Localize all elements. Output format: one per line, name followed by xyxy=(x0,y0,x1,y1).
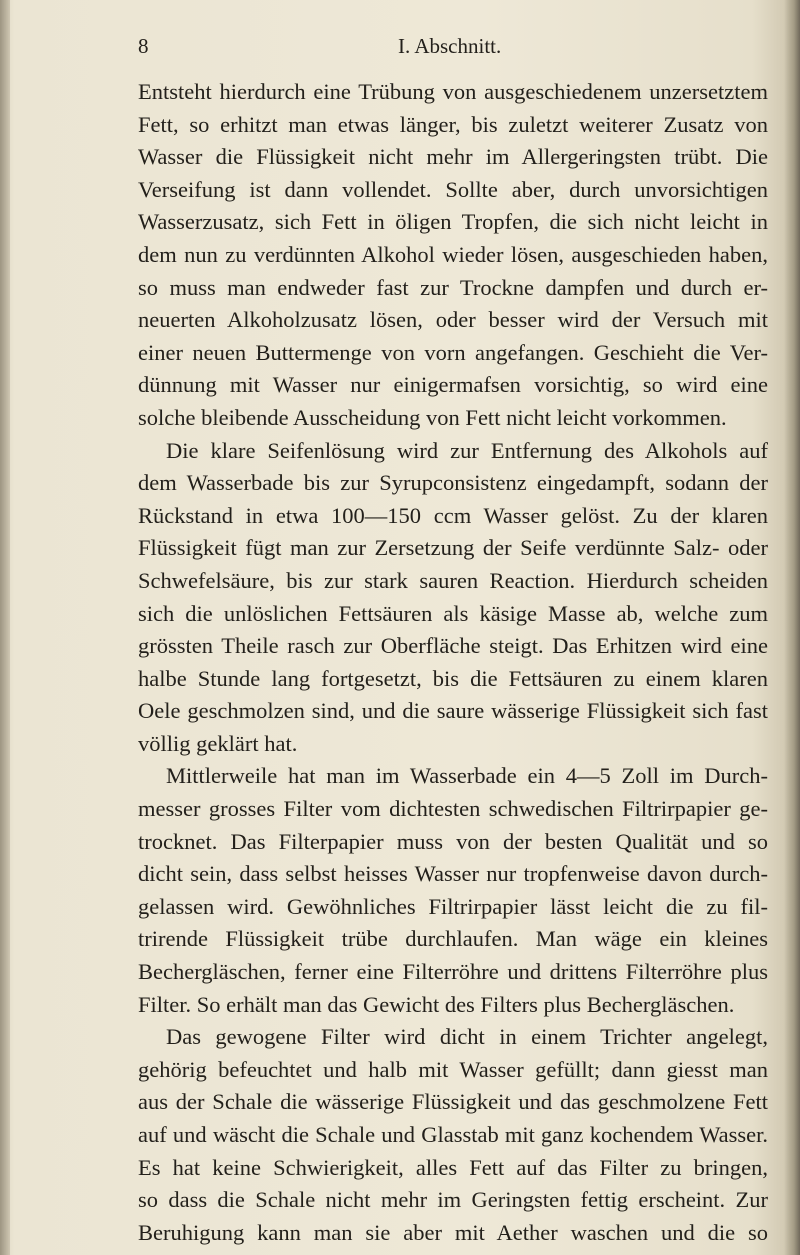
text-line: einer neuen Buttermenge von vorn angefangen. Geschieht die Ver- xyxy=(138,339,768,365)
text-line: Es hat keine Schwierigkeit, alles Fett auf das Filter zu bringen, xyxy=(138,1154,768,1180)
text-line: so dass die Schale nicht mehr im Geringsten fettig erscheint. Zur xyxy=(138,1187,768,1213)
section-title: I. Abschnitt. xyxy=(398,34,502,58)
page-number: 8 xyxy=(138,34,149,58)
text-line: Entsteht hierdurch eine Trübung von ausgeschiedenem unzersetztem xyxy=(138,79,768,104)
text-line: Verseifung ist dann vollendet. Sollte aber, durch unvorsichtigen xyxy=(138,176,768,202)
text-line: völlig geklärt hat. xyxy=(138,730,298,756)
text-line: trirende Flüssigkeit trübe durchlaufen. Man wäge ein kleines xyxy=(138,926,768,952)
text-line: Wasser die Flüssigkeit nicht mehr im Allergeringsten trübt. Die xyxy=(138,144,768,170)
text-line: Beruhigung kann man sie aber mit Aether waschen und die so xyxy=(138,1219,768,1245)
text-line: Fett, so erhitzt man etwas länger, bis zuletzt weiterer Zusatz von xyxy=(138,111,768,137)
text-line: auf und wäscht die Schale und Glasstab mit ganz kochendem Wasser. xyxy=(138,1122,768,1147)
text-line: grössten Theile rasch zur Oberfläche steigt. Das Erhitzen wird eine xyxy=(138,633,768,659)
running-header xyxy=(138,34,768,66)
text-line: dicht sein, dass selbst heisses Wasser nur tropfenweise davon durch- xyxy=(138,861,768,887)
text-line: halbe Stunde lang fortgesetzt, bis die Fettsäuren zu einem klaren xyxy=(138,665,768,691)
text-line: Filter. So erhält man das Gewicht des Filters plus Bechergläschen. xyxy=(138,991,735,1017)
text-line: sich die unlöslichen Fettsäuren als käsige Masse ab, welche zum xyxy=(138,600,768,626)
text-line: Bechergläschen, ferner eine Filterröhre und drittens Filterröhre plus xyxy=(138,959,768,985)
text-line: Das gewogene Filter wird dicht in einem Trichter angelegt, xyxy=(166,1024,768,1050)
text-line: Schwefelsäure, bis zur stark sauren Reaction. Hierdurch scheiden xyxy=(138,567,768,593)
text-line: Mittlerweile hat man im Wasserbade ein 4—5 Zoll im Durch- xyxy=(166,763,768,789)
text-line: gelassen wird. Gewöhnliches Filtrirpapier lässt leicht die zu fil- xyxy=(138,893,768,919)
text-line: Rückstand in etwa 100—150 ccm Wasser gelöst. Zu der klaren xyxy=(138,502,768,528)
text-line: trocknet. Das Filterpapier muss von der besten Qualität und so xyxy=(138,828,768,854)
text-line: Oele geschmolzen sind, und die saure wässerige Flüssigkeit sich fast xyxy=(138,698,768,724)
page-edge-shadow xyxy=(784,0,800,1255)
text-line: dem nun zu verdünnten Alkohol wieder lösen, ausgeschieden haben, xyxy=(138,241,768,267)
text-line: so muss man endweder fast zur Trockne dampfen und durch er- xyxy=(138,274,768,300)
text-line: dem Wasserbade bis zur Syrupconsistenz eingedampft, sodann der xyxy=(138,470,768,496)
text-line: Wasserzusatz, sich Fett in öligen Tropfen, die sich nicht leicht in xyxy=(138,209,768,235)
page-binding-shadow xyxy=(0,0,10,1255)
body-text xyxy=(138,76,768,1249)
text-line: Flüssigkeit fügt man zur Zersetzung der Seife verdünnte Salz- oder xyxy=(138,535,768,561)
text-line: dünnung mit Wasser nur einigermafsen vorsichtig, so wird eine xyxy=(138,372,768,398)
text-line: solche bleibende Ausscheidung von Fett nicht leicht vorkommen. xyxy=(138,404,727,430)
text-line: Die klare Seifenlösung wird zur Entfernung des Alkohols auf xyxy=(166,437,768,463)
text-line: gehörig befeuchtet und halb mit Wasser gefüllt; dann giesst man xyxy=(138,1056,768,1082)
text-line: messer grosses Filter vom dichtesten schwedischen Filtrirpapier ge- xyxy=(138,796,768,822)
text-line: aus der Schale die wässerige Flüssigkeit und das geschmolzene Fett xyxy=(138,1089,768,1115)
text-line: neuerten Alkoholzusatz lösen, oder besser wird der Versuch mit xyxy=(138,307,768,333)
